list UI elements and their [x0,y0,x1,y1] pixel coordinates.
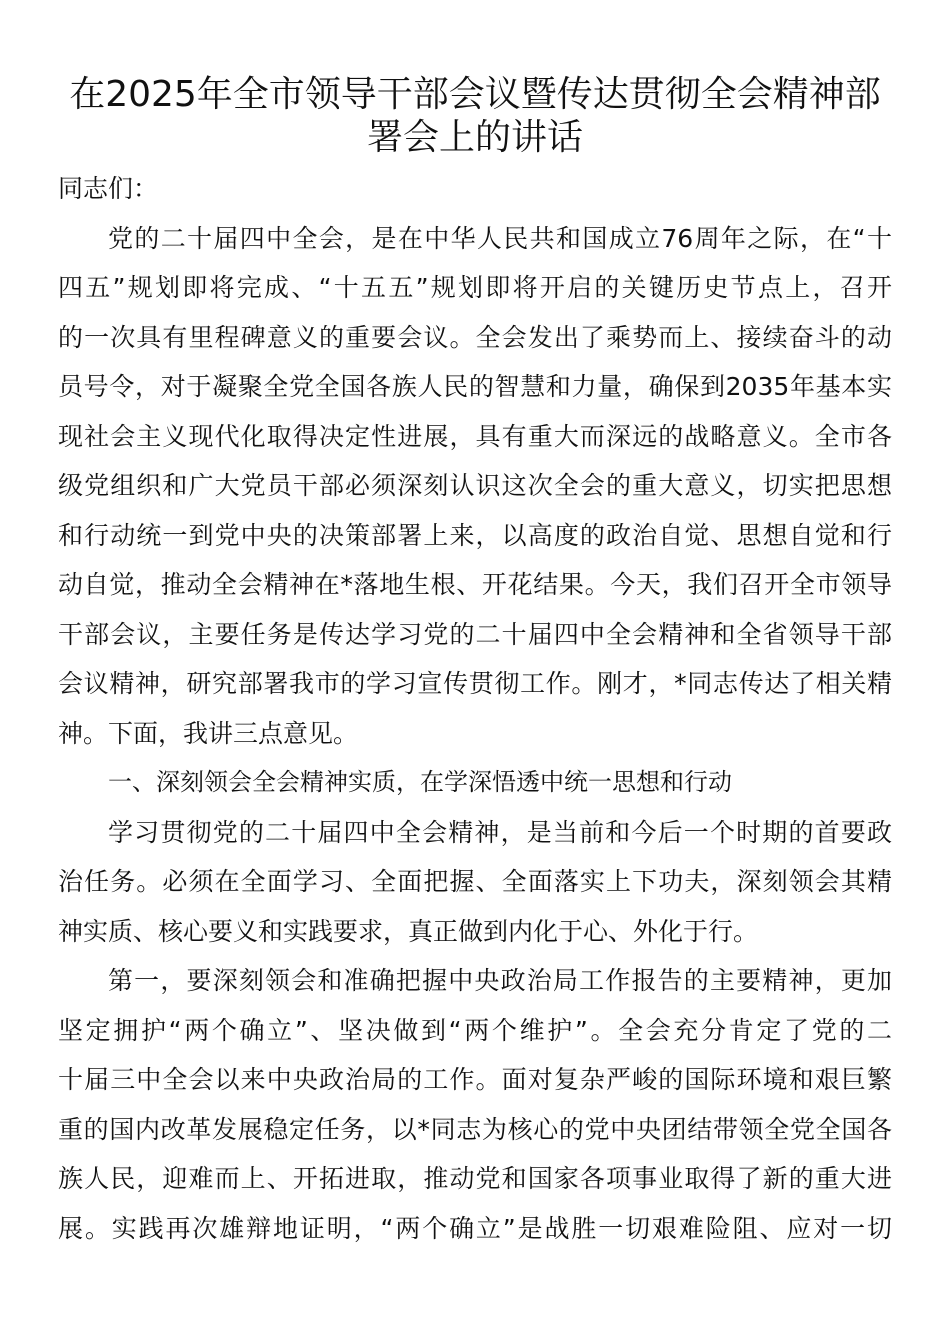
paragraph-line: 的一次具有里程碑意义的重要会议。全会发出了乘势而上、接续奋斗的动 [58,322,892,352]
paragraph-line: 动自觉，推动全会精神在*落地生根、开花结果。今天，我们召开全市领导 [58,570,892,599]
paragraph-line: 四五”规划即将完成、“十五五”规划即将开启的关键历史节点上，召开 [58,273,892,302]
paragraph-line: 族人民，迎难而上、开拓进取，推动党和国家各项事业取得了新的重大进 [58,1164,892,1193]
paragraph-line: 现社会主义现代化取得决定性进展，具有重大而深远的战略意义。全市各 [58,421,892,451]
title-line-1: 在2025年全市领导干部会议暨传达贯彻全会精神部 [69,74,881,115]
paragraph-line: 和行动统一到党中央的决策部署上来，以高度的政治自觉、思想自觉和行 [58,520,892,550]
paragraph-line: 党的二十届四中全会，是在中华人民共和国成立76周年之际，在“十 [108,223,892,253]
paragraph-line: 治任务。必须在全面学习、全面把握、全面落实上下功夫，深刻领会其精 [58,867,892,896]
paragraph-line: 十届三中全会以来中央政治局的工作。面对复杂严峻的国际环境和艰巨繁 [58,1065,892,1094]
title-line-2: 署会上的讲话 [366,117,583,158]
paragraph-line: 神实质、核心要义和实践要求，真正做到内化于心、外化于行。 [58,916,759,946]
paragraph-line: 会议精神，研究部署我市的学习宣传贯彻工作。刚才，*同志传达了相关精 [58,669,892,698]
paragraph-line: 坚定拥护“两个确立”、坚决做到“两个维护”。全会充分肯定了党的二 [58,1015,892,1045]
paragraph-line: 展。实践再次雄辩地证明，“两个确立”是战胜一切艰难险阻、应对一切 [58,1213,892,1243]
section-heading: 一、深刻领会全会精神实质，在学深悟透中统一思想和行动 [108,768,732,796]
paragraph-line: 神。下面，我讲三点意见。 [58,718,359,748]
paragraph-line: 级党组织和广大党员干部必须深刻认识这次全会的重大意义，切实把思想 [58,471,892,500]
paragraph-line: 员号令，对于凝聚全党全国各族人民的智慧和力量，确保到2035年基本实 [58,372,892,401]
salutation: 同志们： [58,174,159,203]
paragraph-line: 重的国内改革发展稳定任务，以*同志为核心的党中央团结带领全党全国各 [58,1114,892,1144]
document-body [58,164,892,1253]
paragraph-line: 学习贯彻党的二十届四中全会精神，是当前和今后一个时期的首要政 [108,817,892,847]
paragraph-line: 第一，要深刻领会和准确把握中央政治局工作报告的主要精神，更加 [108,966,892,995]
paragraph-line: 干部会议，主要任务是传达学习党的二十届四中全会精神和全省领导干部 [58,619,892,649]
